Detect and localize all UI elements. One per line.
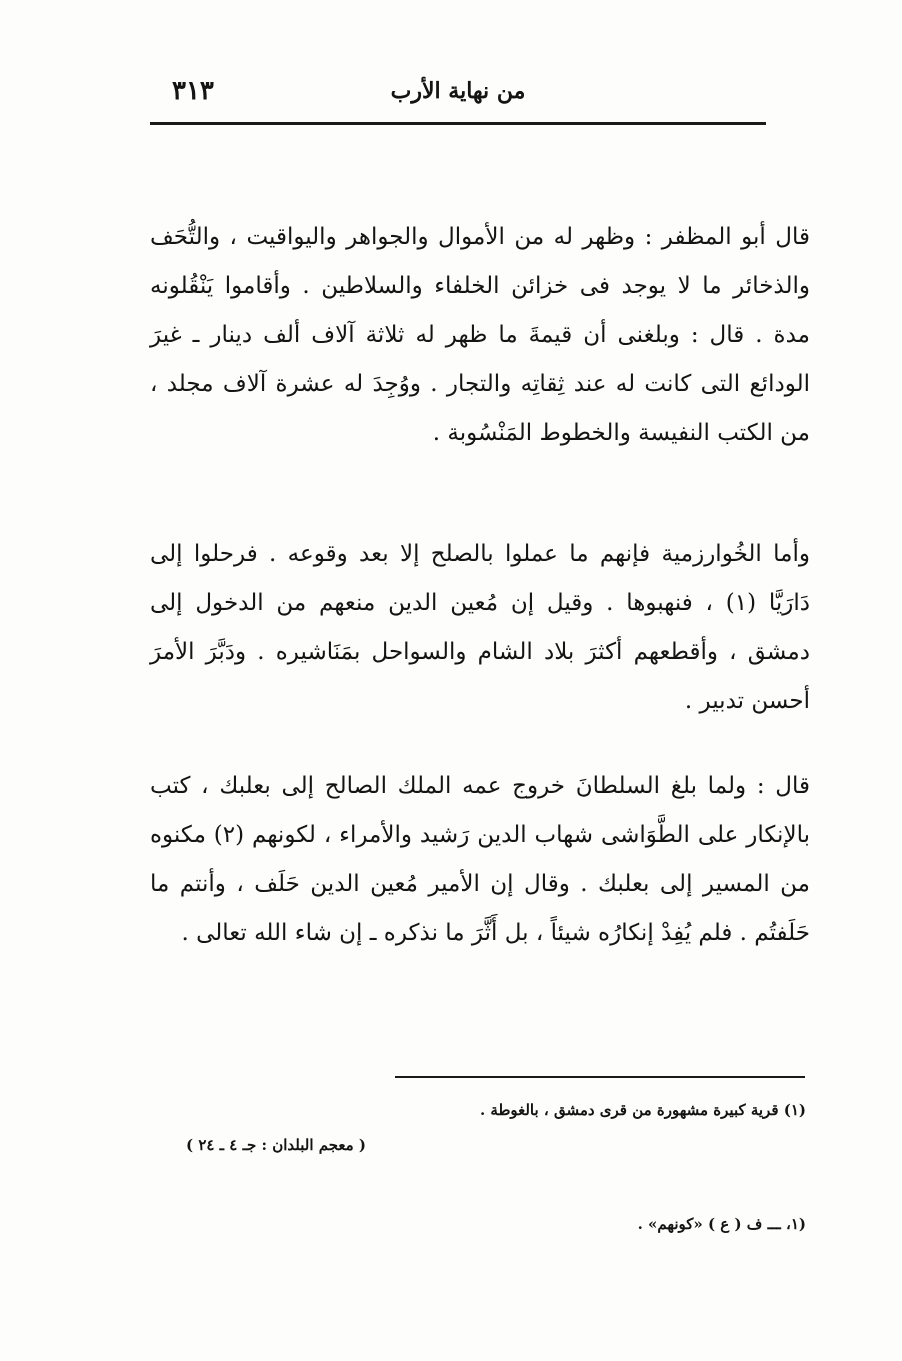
footnote-2: (١، ـــ ف ( ع ) «كونهم» . bbox=[637, 1215, 806, 1233]
footnote-rule bbox=[395, 1076, 805, 1078]
page-number: ٣١٣ bbox=[172, 76, 214, 106]
running-header bbox=[150, 78, 766, 118]
paragraph-3: قال : ولما بلغ السلطانَ خروج عمه الملك الصالح إلى بعلبك ، كتب بالإنكار على الطَّوَاشى شهاب الدين رَشيد والأمراء ، لكونهم (٢) مكنوه من المسير إلى بعلبك . وقال إن الأمير مُعين الدين حَلَف ، وأنتم ما حَلَفتُم . فلم يُفِدْ إنكارُه شيئاً ، بل أَثَّرَ ما نذكره ـ إن شاء الله تعالى . bbox=[150, 773, 810, 946]
footnote-1: (١) قرية كبيرة مشهورة من قرى دمشق ، بالغوطة . bbox=[479, 1101, 806, 1119]
paragraph-2: وأما الخُوارزمية فإنهم ما عملوا بالصلح إلا بعد وقوعه . فرحلوا إلى دَارَيَّا (١) ، فنهبوها . وقيل إن مُعين الدين منعهم من الدخول إلى دمشق ، وأقطعهم أكثرَ بلاد الشام والسواحل بمَنَاشيره . ودَبَّرَ الأمرَ أحسن تدبير . bbox=[150, 541, 810, 714]
header-rule bbox=[150, 122, 766, 125]
header-title: من نهاية الأرب bbox=[390, 78, 526, 104]
paragraph-1: قال أبو المظفر : وظهر له من الأموال والجواهر واليواقيت ، والتُّحَف والذخائر ما لا يوجد فى خزائن الخلفاء والسلاطين . وأقاموا يَنْقُلونه مدة . قال : وبلغنى أن قيمةَ ما ظهر له ثلاثة آلاف ألف دينار ـ غيرَ الودائع التى كانت له عند ثِقاتِه والتجار . ووُجِدَ له عشرة آلاف مجلد ، من الكتب النفيسة والخطوط المَنْسُوبة . bbox=[150, 224, 810, 446]
footnote-1-source: ( معجم البلدان : جـ ٤ ـ ٢٤ ) bbox=[186, 1136, 366, 1154]
